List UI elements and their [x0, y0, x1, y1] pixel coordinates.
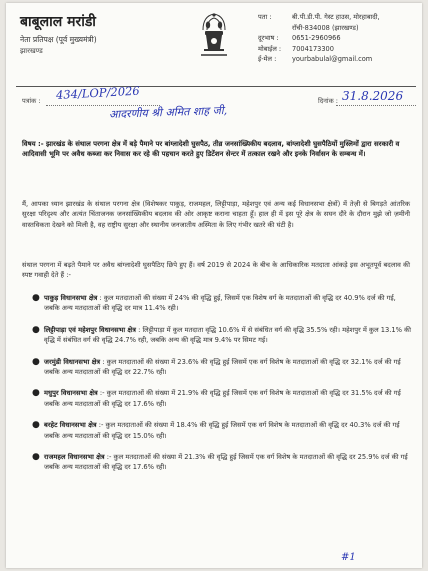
- list-item: ● लिट्टीपाड़ा एवं महेशपुर विधानसभा क्षेत्र : लिट्टीपाड़ा में कुल मतदाता वृद्धि 10.6% में से संबंधित वर्ग की वृद्धि 35.5% रही। महेशपुर में कुल 13.1% की वृद्धि में संबंधित वर्ग की वृद्धि 24.7% रही, जबकि अन्य की वृद्धि मात्र 9.4% पर सिमट गई।: [32, 324, 412, 345]
- salutation: आदरणीय श्री अमित शाह जी,: [108, 103, 228, 121]
- contact-email: ई-मेल : yourbabulal@gmail.com: [258, 55, 373, 63]
- contact-mobile: मोबाईल : 7004173300: [258, 44, 334, 53]
- bullet-icon: ●: [32, 452, 40, 463]
- bullet-icon: ●: [32, 356, 40, 367]
- bullet-icon: ●: [32, 388, 40, 399]
- list-item: ● पाकुड़ विधानसभा क्षेत्र : कुल मतदाताओं की संख्या में 24% की वृद्धि हुई, जिसमें एक विशेष वर्ग के मतदाताओं की वृद्धि दर 40.9% दर्ज की गई, जबकि अन्य मतदाताओं की वृद्धि दर मात्र 11.4% रही।: [32, 293, 396, 313]
- sender-name: बाबूलाल मरांडी: [20, 14, 96, 30]
- bullet-icon: ●: [32, 420, 40, 431]
- contact-address: पता : बी.पी.डी.पी. गेस्ट हाउस, मोरहाबादी,: [258, 13, 380, 21]
- bullet-icon: ●: [32, 324, 40, 335]
- page-mark: #1: [341, 552, 356, 563]
- date-line: [336, 105, 416, 106]
- state-emblem-icon: [195, 10, 233, 60]
- bullet-icon: ●: [32, 293, 40, 303]
- date-value: 31.8.2026: [342, 89, 404, 103]
- sender-role: नेता प्रतिपक्ष (पूर्व मुख्यमंत्री): [20, 35, 97, 44]
- constituency-list: [32, 293, 412, 484]
- body-paragraph: संथाल परगना में बढ़ते पैमाने पर अवैध बांग्लादेशी घुसपैठिए छिपे हुए हैं। वर्ष 2019 से 2024 के बीच के आधिकारिक मतदाता आंकड़े इस अभूतपूर्व बदलाव की स्पष्ट गवाही देते हैं :-: [22, 261, 410, 280]
- list-item: ● मधुपुर विधानसभा क्षेत्र :- कुल मतदाताओं की संख्या में 21.9% की वृद्धि हुई जिसमें एक वर्ग विशेष के मतदाताओं की वृद्धि दर 31.5% दर्ज की गई जबकि अन्य मतदाताओं की वृद्धि दर 17.6% रही।: [32, 388, 401, 408]
- date-label: दिनांक :: [318, 97, 338, 105]
- letter-page: [6, 3, 422, 568]
- sender-state: झारखण्ड: [20, 47, 43, 55]
- body-paragraph: मैं, आपका ध्यान झारखंड के संथाल परगना क्षेत्र (विशेषकर पाकुड़, राजमहल, लिट्टीपाड़ा, महेशपुर एवं अन्य कई विधानसभा क्षेत्रों) में तेज़ी से बिगड़ते आंतरिक सुरक्षा परिदृश्य और अत्यंत चिंताजनक जनसांख्यिकीय बदलाव की ओर आकृष्ट कराना चाहता हूँ। हाल ही में इस पूरे क्षेत्र के सघन दौरे के दौरान मुझे जो ज़मीनी वास्तविकता देखने को मिली है, वह राष्ट्रीय सुरक्षा और स्थानीय जनजातीय अस्मिता के लिए गंभीर खतरे की घंटी है।: [22, 200, 410, 229]
- letterhead-sender: [20, 13, 170, 56]
- list-item: ● जरमुंडी विधानसभा क्षेत्र : कुल मतदाताओं की संख्या में 23.6% की वृद्धि हुई जिसमें एक वर्ग विशेष के मतदाताओं की वृद्धि दर 32.1% दर्ज की गई जबकि अन्य मतदाताओं की वृद्धि दर 22.7% रही।: [32, 356, 401, 377]
- letterhead-contact: [258, 12, 422, 65]
- contact-phone: दूरभाष : 0651-2960966: [258, 34, 341, 42]
- subject-line: विषय :- झारखंड के संथाल परगना क्षेत्र में बड़े पैमाने पर बांग्लादेशी घुसपैठ, तीव्र जनसांख्यिकीय बदलाव, बांग्लादेशी घुसपैठियों मुस्लिमों द्वारा सरकारी व आदिवासी भूमि पर अवैध कब्जा कर निवास कर रहे की पहचान करते हुए डिटेंशन सेन्टर में तत्काल रखने और इनके निर्वासन के सम्बन्ध में।: [22, 140, 400, 159]
- reference-number: 434/LOP/2026: [55, 83, 141, 102]
- list-item: ● बरहेट विधानसभा क्षेत्र :- कुल मतदाताओं की संख्या में 18.4% की वृद्धि हुई जिसमें एक वर्ग विशेष के मतदाताओं की वृद्धि दर 40.3% दर्ज की गई जबकि अन्य मतदाताओं की वृद्धि दर 15.0% रही।: [32, 420, 400, 440]
- reference-label: पत्रांक :: [22, 97, 41, 105]
- list-item: ● राजमहल विधानसभा क्षेत्र :- कुल मतदाताओं की संख्या में 21.3% की वृद्धि हुई जिसमें एक वर्ग विशेष के मतदाताओं की वृद्धि दर 25.9% दर्ज की गई जबकि अन्य मतदाताओं की वृद्धि दर 17.6% रही।: [32, 452, 408, 472]
- contact-address-line2: राँची-834008 (झारखण्ड): [292, 23, 359, 32]
